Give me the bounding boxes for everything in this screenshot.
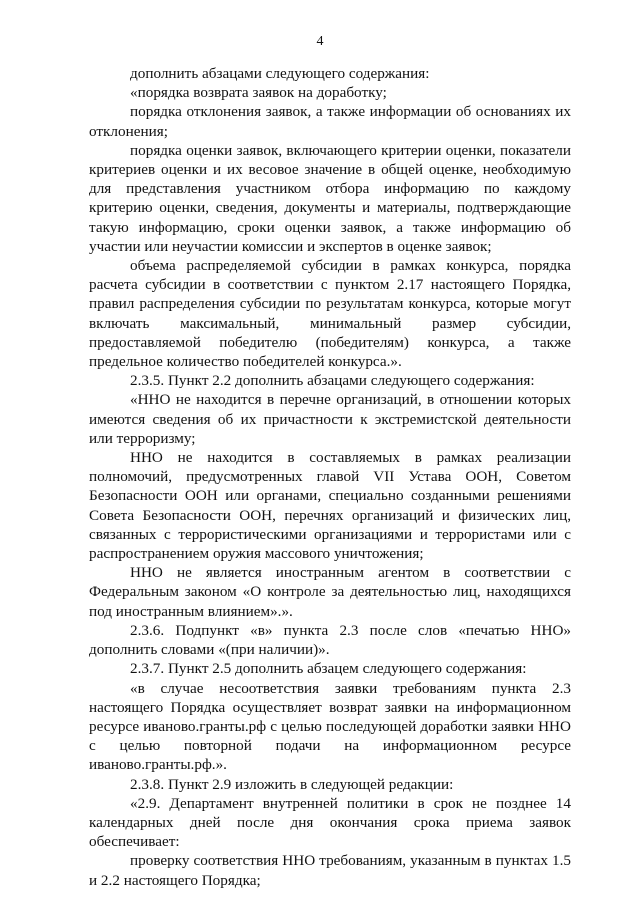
document-body xyxy=(89,64,571,890)
paragraph-14: «2.9. Департамент внутренней политики в срок не позднее 14 календарных дней после дня окончания срока приема заявок обеспечивает: xyxy=(89,794,571,851)
paragraph-12: «в случае несоответствия заявки требованиям пункта 2.3 настоящего Порядка осуществляет возврат заявки на информационном ресурсе иваново.гранты.рф с целью последующей доработки заявки ННО с целью повторной подачи на информационном ресурсе иваново.гранты.рф.». xyxy=(89,679,571,774)
paragraph-15: проверку соответствия ННО требованиям, указанным в пунктах 1.5 и 2.2 настоящего Порядка; xyxy=(89,852,571,889)
paragraph-1: дополнить абзацами следующего содержания: xyxy=(130,65,430,82)
paragraph-10: 2.3.6. Подпункт «в» пункта 2.3 после слов «печатью ННО» дополнить словами «(при наличии)». xyxy=(89,621,571,659)
paragraph-6: 2.3.5. Пункт 2.2 дополнить абзацами следующего содержания: xyxy=(130,372,535,390)
paragraph-2: «порядка возврата заявок на доработку; xyxy=(130,84,387,102)
paragraph-4: порядка оценки заявок, включающего критерии оценки, показатели критериев оценки и их весовое значение в общей оценке, необходимую для представления участником отбора информацию по каждому критерию оценки, сведения, документы и материалы, подтверждающие такую информацию, сроки оценки заявок, а также информацию об участии или неучастии комиссии и экспертов в оценке заявок; xyxy=(89,141,571,255)
paragraph-7: «ННО не находится в перечне организаций, в отношении которых имеются сведения об их причастности к экстремистской деятельности или терроризму; xyxy=(89,391,571,447)
paragraph-9: ННО не является иностранным агентом в соответствии с Федеральным законом «О контроле за деятельностью лиц, находящихся под иностранным влиянием».». xyxy=(89,564,571,620)
paragraph-5: объема распределяемой субсидии в рамках конкурса, порядка расчета субсидии в соответствии с пунктом 2.17 настоящего Порядка, правил распределения субсидии по результатам конкурса, которые могут включать максимальный, минимальный размер субсидии, предоставляемой победителю (победителям) конкурса, а также предельное количество победителей конкурса.». xyxy=(89,257,571,371)
paragraph-11: 2.3.7. Пункт 2.5 дополнить абзацем следующего содержания: xyxy=(130,660,527,678)
paragraph-3: порядка отклонения заявок, а также информации об основаниях их отклонения; xyxy=(89,103,571,140)
page-number: 4 xyxy=(316,34,324,49)
paragraph-13: 2.3.8. Пункт 2.9 изложить в следующей редакции: xyxy=(130,775,454,793)
paragraph-8: ННО не находится в составляемых в рамках реализации полномочий, предусмотренных главой VII Устава ООН, Советом Безопасности ООН или органами, специально созданными решениями Совета Безопасности ООН, перечнях организаций и физических лиц, связанных с террористическими организациями и террористами или с распространением оружия массового уничтожения; xyxy=(89,449,571,563)
